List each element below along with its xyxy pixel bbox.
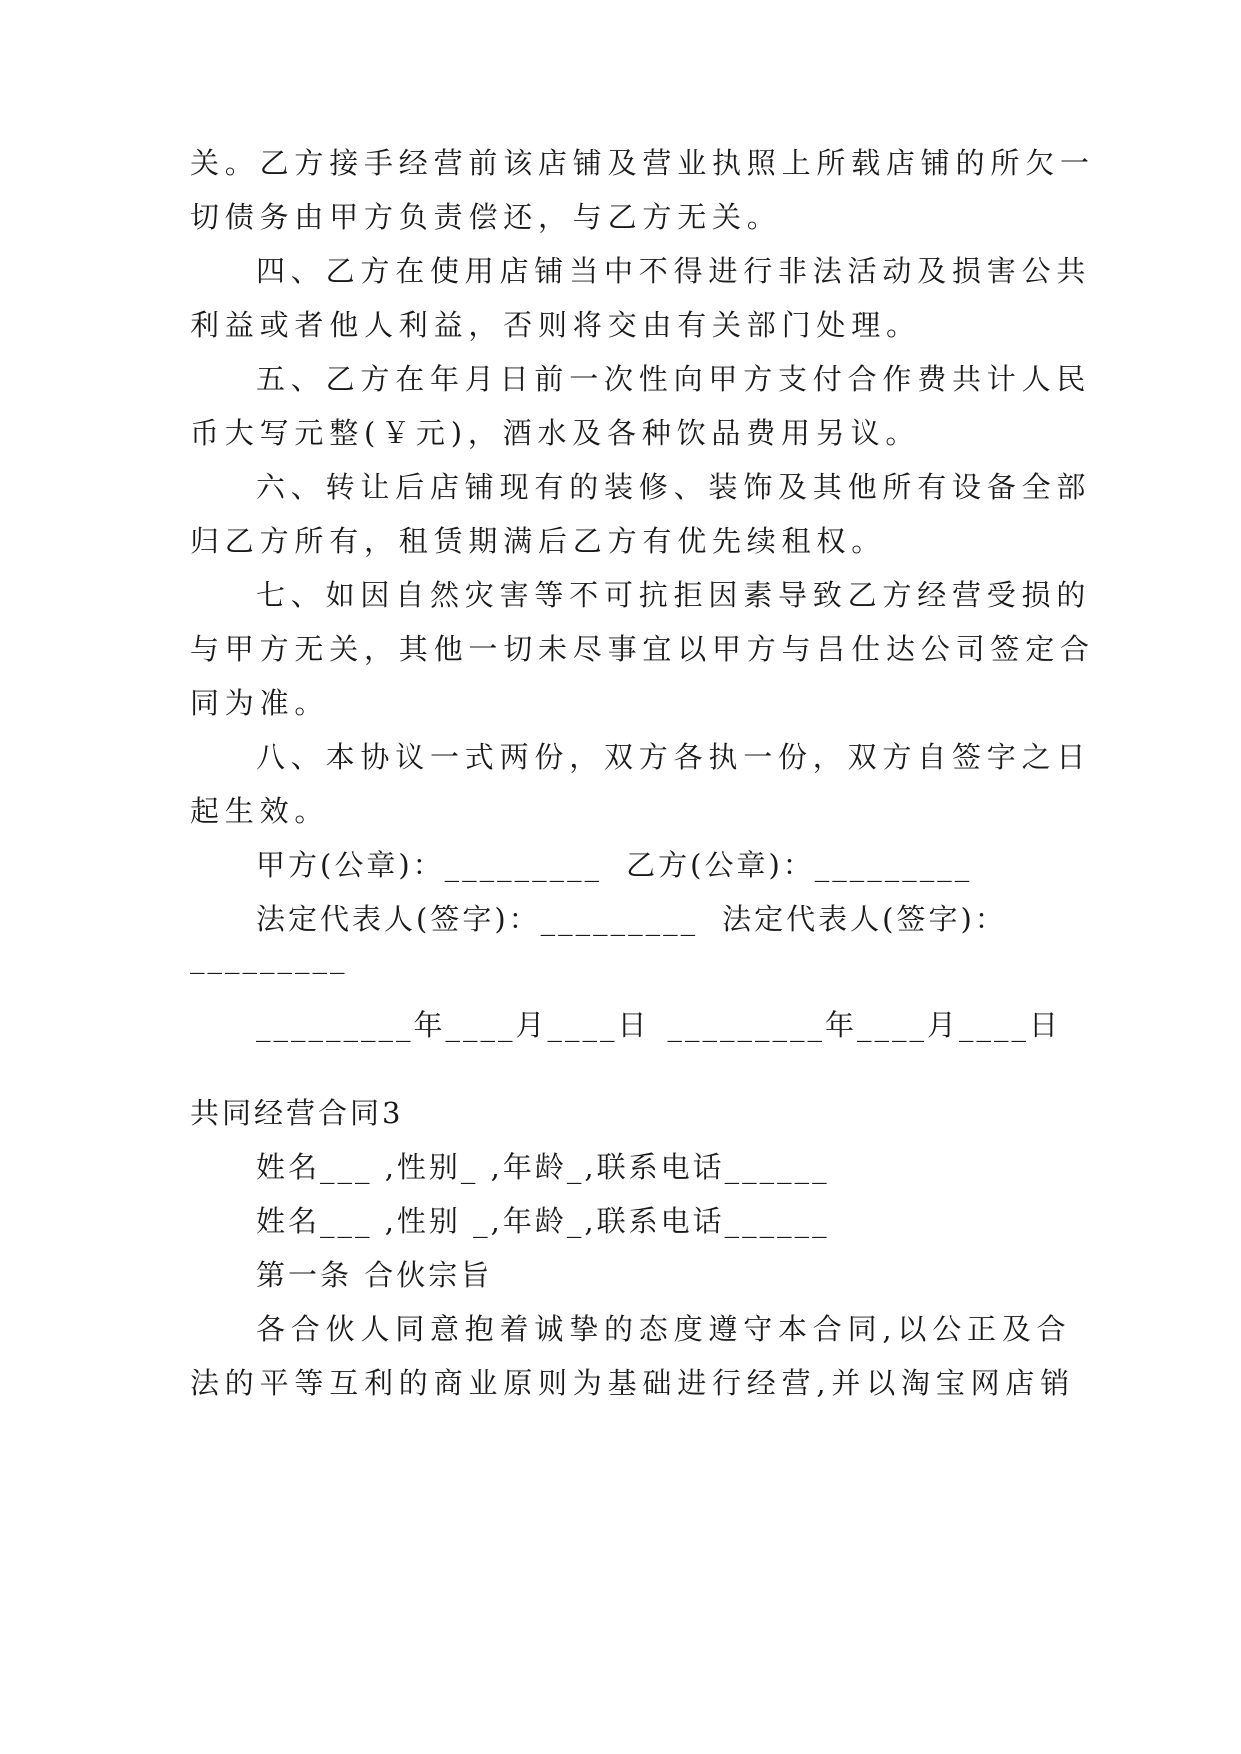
party-b-seal: 乙方(公章)：_________ <box>626 848 973 882</box>
paragraph-line: 切债务由甲方负责偿还，与乙方无关。 <box>190 200 782 234</box>
clause-6-line: 归乙方所有，租赁期满后乙方有优先续租权。 <box>190 524 887 558</box>
partner-info-line: 姓名___ ,性别_ ,年龄_,联系电话______ <box>256 1150 830 1184</box>
paragraph-line: 关。乙方接手经营前该店铺及营业执照上所载店铺的所欠一 <box>190 146 1095 180</box>
party-b-date: _________年____月____日 <box>667 1008 1062 1042</box>
section-heading: 共同经营合同3 <box>190 1096 404 1130</box>
party-b-representative-blank: _________ <box>190 940 348 974</box>
clause-8-line: 八、本协议一式两份，双方各执一份，双方自签字之日 <box>256 740 1092 774</box>
document-page <box>190 0 1095 1754</box>
partner-info-line: 姓名___ ,性别 _,年龄_,联系电话______ <box>256 1204 830 1238</box>
party-a-date: _________年____月____日 <box>256 1008 650 1042</box>
party-b-representative: 法定代表人(签字)： <box>722 902 1007 936</box>
clause-7-line: 同为准。 <box>190 686 330 720</box>
party-a-representative: 法定代表人(签字)：_________ <box>256 902 699 936</box>
article-1-line: 各合伙人同意抱着诚挚的态度遵守本合同,以公正及合 <box>256 1312 1072 1346</box>
date-line <box>256 1005 1061 1045</box>
article-1-line: 法的平等互利的商业原则为基础进行经营,并以淘宝网店销 <box>190 1366 1076 1400</box>
clause-7-line: 与甲方无关，其他一切未尽事宜以甲方与吕仕达公司签定合 <box>190 632 1095 666</box>
representative-signature-line <box>256 899 1007 939</box>
clause-6-line: 六、转让后店铺现有的装修、装饰及其他所有设备全部 <box>256 470 1092 504</box>
party-a-seal: 甲方(公章)：_________ <box>256 848 603 882</box>
clause-5-line: 币大写元整(￥元)，酒水及各种饮品费用另议。 <box>190 416 921 450</box>
clause-4-line: 四、乙方在使用店铺当中不得进行非法活动及损害公共 <box>256 254 1092 288</box>
article-title: 第一条 合伙宗旨 <box>256 1258 493 1292</box>
clause-8-line: 起生效。 <box>190 794 330 828</box>
clause-5-line: 五、乙方在年月日前一次性向甲方支付合作费共计人民 <box>256 362 1092 396</box>
seal-signature-line <box>256 845 972 885</box>
clause-4-line: 利益或者他人利益，否则将交由有关部门处理。 <box>190 308 921 342</box>
clause-7-line: 七、如因自然灾害等不可抗拒因素导致乙方经营受损的 <box>256 578 1092 612</box>
